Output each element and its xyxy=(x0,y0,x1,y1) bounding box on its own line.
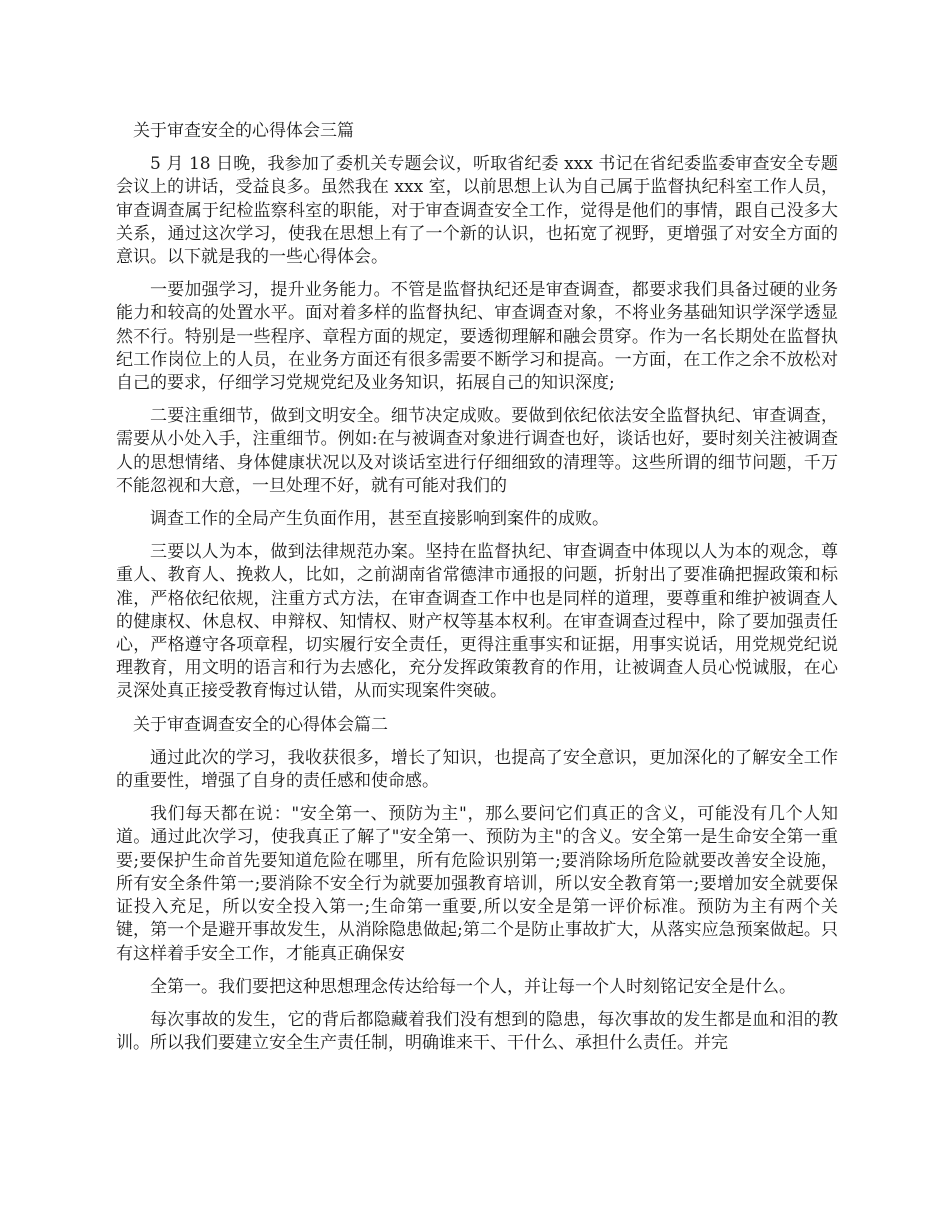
paragraph-intro: 5 月 18 日晚，我参加了委机关专题会议，听取省纪委 xxx 书记在省纪委监委审查安全专题会议上的讲话，受益良多。虽然我在 xxx 室，以前思想上认为自己属于监督执纪科室工作人员，审查调查属于纪检监察科室的职能，对于审查调查安全工作，觉得是他们的事情，跟自己没多大关系，通过这次学习，使我在思想上有了一个新的认识，也拓宽了视野，更增强了对安全方面的意识。以下就是我的一些心得体会。 xyxy=(116,154,838,268)
paragraph-part2-accidents: 每次事故的发生，它的背后都隐藏着我们没有想到的隐患，每次事故的发生都是血和泪的教训。所以我们要建立安全生产责任制，明确谁来干、干什么、承担什么责任。并完 xyxy=(116,1009,838,1054)
paragraph-point-3: 三要以人为本，做到法律规范办案。坚持在监督执纪、审查调查中体现以人为本的观念，尊重人、教育人、挽救人，比如，之前湖南省常德津市通报的问题，折射出了要准确把握政策和标准，严格依纪依规，注重方式方法，在审查调查工作中也是同样的道理，要尊重和维护被调查人的健康权、休息权、申辩权、知情权、财产权等基本权利。在审查调查过程中，除了要加强责任心，严格遵守各项章程，切实履行安全责任，更得注重事实和证据，用事实说话，用党规党纪说理教育，用文明的语言和行为去感化，充分发挥政策教育的作用，让被调查人员心悦诚服，在心灵深处真正接受教育悔过认错，从而实现案件突破。 xyxy=(116,542,838,702)
paragraph-part2-intro: 通过此次的学习，我收获很多，增长了知识，也提高了安全意识，更加深化的了解安全工作的重要性，增强了自身的责任感和使命感。 xyxy=(116,747,838,792)
document-title-1: 关于审查安全的心得体会三篇 xyxy=(133,121,354,141)
paragraph-point-1: 一要加强学习，提升业务能力。不管是监督执纪还是审查调查，都要求我们具备过硬的业务能力和较高的处置水平。面对着多样的监督执纪、审查调查对象，不将业务基础知识学深学透显然不行。特别是一些程序、章程方面的规定，要透彻理解和融会贯穿。作为一名长期处在监督执纪工作岗位上的人员，在业务方面还有很多需要不断学习和提高。一方面，在工作之余不放松对自己的要求，仔细学习党规党纪及业务知识，拓展自己的知识深度; xyxy=(116,280,838,394)
paragraph-point-2: 二要注重细节，做到文明安全。细节决定成败。要做到依纪依法安全监督执纪、审查调查，需要从小处入手，注重细节。例如:在与被调查对象进行调查也好，谈话也好，要时刻关注被调查人的思想情绪、身体健康状况以及对谈话室进行仔细细致的清理等。这些所谓的细节问题，千万不能忽视和大意，一旦处理不好，就有可能对我们的 xyxy=(116,406,838,496)
paragraph-part2-safety-first: 我们每天都在说："安全第一、预防为主"，那么要问它们真正的含义，可能没有几个人知道。通过此次学习，使我真正了解了"安全第一、预防为主"的含义。安全第一是生命安全第一重要;要保护生命首先要知道危险在哪里，所有危险识别第一;要消除场所危险就要改善安全设施，所有安全条件第一;要消除不安全行为就要加强教育培训，所以安全教育第一;要增加安全就要保证投入充足，所以安全投入第一;生命第一重要,所以安全是第一评价标准。预防为主有两个关键，第一个是避开事故发生，从消除隐患做起;第二个是防止事故扩大，从落实应急预案做起。只有这样着手安全工作，才能真正确保安 xyxy=(116,804,838,964)
document-page xyxy=(116,120,838,1065)
paragraph-part2-safety-first-cont: 全第一。我们要把这种思想理念传达给每一个人，并让每一个人时刻铭记安全是什么。 xyxy=(150,976,796,997)
document-title-2: 关于审查调查安全的心得体会篇二 xyxy=(133,714,388,735)
paragraph-point-2-cont: 调查工作的全局产生负面作用，甚至直接影响到案件的成败。 xyxy=(150,509,609,530)
